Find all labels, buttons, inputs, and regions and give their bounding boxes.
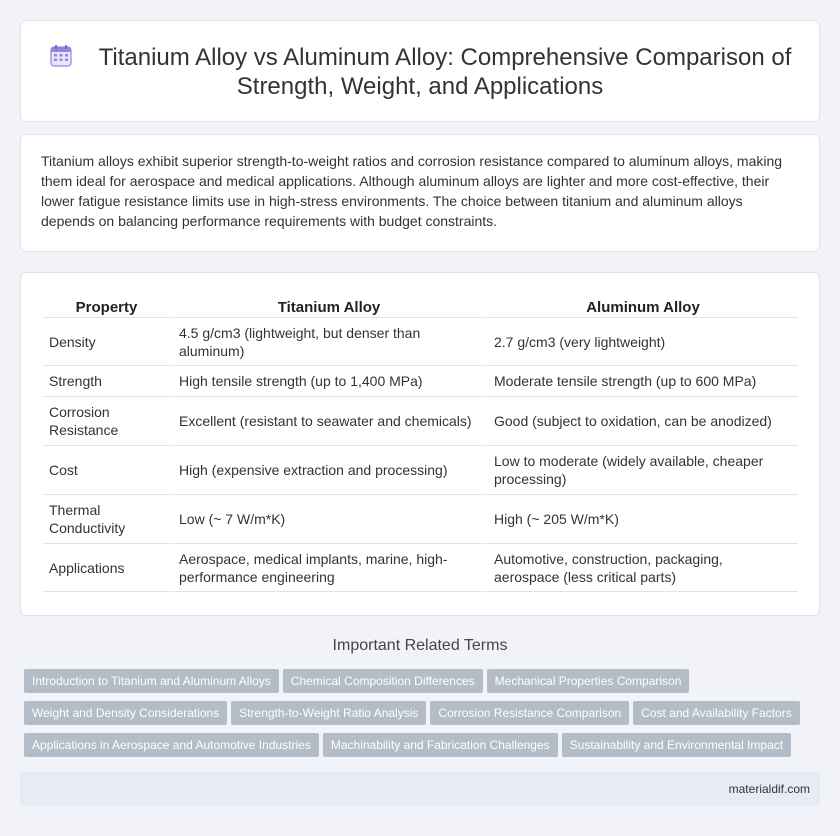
property-cell: Applications: [43, 543, 170, 592]
property-cell: Density: [43, 317, 170, 365]
site-name[interactable]: materialdif.com: [728, 782, 810, 796]
page-title: [41, 43, 799, 101]
related-term-tag[interactable]: Mechanical Properties Comparison: [487, 669, 690, 693]
titanium-cell: 4.5 g/cm3 (lightweight, but denser than aluminum): [170, 317, 485, 365]
related-term-tag[interactable]: Sustainability and Environmental Impact: [562, 733, 791, 757]
intro-paragraph: Titanium alloys exhibit superior strength-to-weight ratios and corrosion resistance compared to aluminum alloys, making them ideal for aerospace and medical applications. Although aluminum alloys are lighter and more cost-effective, their lower fatigue resistance limits use in high-stress environments. The choice between titanium and aluminum alloys depends on balancing performance requirements with budget constraints.: [41, 153, 783, 229]
related-term-tag[interactable]: Machinability and Fabrication Challenges: [323, 733, 558, 757]
related-terms-row: [24, 733, 824, 757]
property-cell: Corrosion Resistance: [43, 396, 170, 445]
table-row: [43, 494, 798, 543]
column-header: Property: [75, 299, 138, 316]
header-card: [20, 20, 820, 122]
related-term-tag[interactable]: Strength-to-Weight Ratio Analysis: [231, 701, 426, 725]
aluminum-cell: Moderate tensile strength (up to 600 MPa): [485, 365, 798, 396]
table-row: [43, 543, 798, 592]
property-cell: Cost: [43, 445, 170, 494]
property-cell: Thermal Conductivity: [43, 494, 170, 543]
titanium-cell: Aerospace, medical implants, marine, high-performance engineering: [170, 543, 485, 592]
related-term-tag[interactable]: Cost and Availability Factors: [633, 701, 800, 725]
titanium-cell: Excellent (resistant to seawater and chemicals): [170, 396, 485, 445]
titanium-cell: High (expensive extraction and processing): [170, 445, 485, 494]
titanium-cell: Low (~ 7 W/m*K): [170, 494, 485, 543]
calendar-icon: [49, 44, 73, 68]
table-row: [43, 365, 798, 396]
related-term-tag[interactable]: Chemical Composition Differences: [283, 669, 483, 693]
property-cell: Strength: [43, 365, 170, 396]
footer-bar: [20, 772, 820, 806]
aluminum-cell: Low to moderate (widely available, cheaper processing): [485, 445, 798, 494]
intro-card: [20, 134, 820, 252]
related-terms-row: [24, 701, 824, 725]
comparison-table: [43, 291, 798, 592]
table-row: [43, 445, 798, 494]
related-terms-row: [24, 669, 824, 693]
aluminum-cell: High (~ 205 W/m*K): [485, 494, 798, 543]
page-title-text: Titanium Alloy vs Aluminum Alloy: Comprehensive Comparison of Strength, Weight, and Applications: [98, 44, 792, 100]
comparison-table-card: [20, 272, 820, 616]
aluminum-cell: 2.7 g/cm3 (very lightweight): [485, 317, 798, 365]
related-term-tag[interactable]: Applications in Aerospace and Automotive Industries: [24, 733, 319, 757]
column-header: Titanium Alloy: [170, 291, 485, 317]
related-terms-heading: Important Related Terms: [332, 637, 508, 654]
titanium-cell: High tensile strength (up to 1,400 MPa): [170, 365, 485, 396]
aluminum-cell: Automotive, construction, packaging, aerospace (less critical parts): [485, 543, 798, 592]
table-row: [43, 317, 798, 365]
column-header: Aluminum Alloy: [485, 291, 798, 317]
related-term-tag[interactable]: Introduction to Titanium and Aluminum Alloys: [24, 669, 279, 693]
aluminum-cell: Good (subject to oxidation, can be anodized): [485, 396, 798, 445]
table-header-row: [43, 291, 798, 317]
table-row: [43, 396, 798, 445]
related-term-tag[interactable]: Corrosion Resistance Comparison: [430, 701, 629, 725]
related-term-tag[interactable]: Weight and Density Considerations: [24, 701, 227, 725]
